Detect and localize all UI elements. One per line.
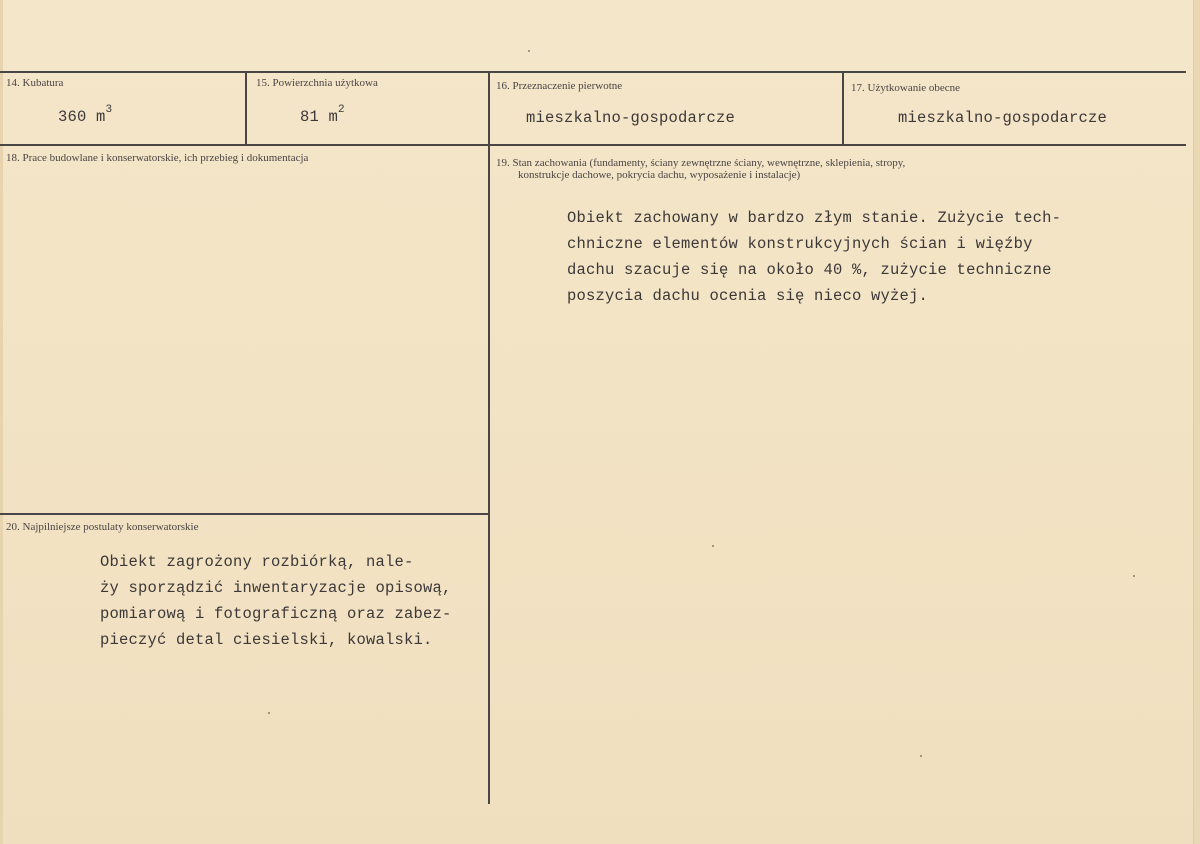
field-19-text-line: poszycia dachu ocenia się nieco wyżej. — [567, 287, 929, 305]
field-19-text-line: dachu szacuje się na około 40 %, zużycie techniczne — [567, 261, 1052, 279]
top-rule — [0, 71, 1186, 73]
field-20-text-line: ży sporządzić inwentaryzacje opisową, — [100, 579, 452, 597]
card-left-edge — [0, 0, 3, 844]
field-14-unit: m — [96, 108, 106, 127]
field-17-value: mieszkalno-gospodarcze — [898, 109, 1108, 127]
field-15-label: 15. Powierzchnia użytkowa — [256, 77, 378, 89]
field-20-text-line: Obiekt zagrożony rozbiórką, nale- — [100, 553, 414, 571]
row-rule — [0, 144, 1186, 146]
divider-16-17 — [842, 72, 844, 144]
field-15-exponent: 2 — [338, 104, 345, 116]
field-20-label: 20. Najpilniejsze postulaty konserwatorskie — [6, 521, 199, 533]
field-17-label: 17. Użytkowanie obecne — [851, 82, 961, 94]
paper-speck — [920, 755, 922, 757]
field-19-text-line: chniczne elementów konstrukcyjnych ścian i więźby — [567, 235, 1033, 253]
field-14-number: 360 — [58, 108, 87, 127]
field-20-text-line: pomiarową i fotograficzną oraz zabez- — [100, 605, 452, 623]
card-right-edge — [1193, 0, 1200, 844]
field-19-text — [567, 205, 1061, 309]
paper-speck — [528, 50, 530, 52]
field-19-label-line-2: konstrukcje dachowe, pokrycia dachu, wyposażenie i instalacje) — [518, 169, 801, 181]
field-14-value — [58, 104, 113, 127]
field-16-value: mieszkalno-gospodarcze — [526, 109, 736, 127]
field-20-text — [100, 549, 452, 653]
field-15-number: 81 — [300, 108, 320, 127]
field-20-text-line: pieczyć detal ciesielski, kowalski. — [100, 631, 433, 649]
field-18-label: 18. Prace budowlane i konserwatorskie, ich przebieg i dokumentacja — [6, 152, 309, 164]
section-20-rule — [0, 513, 490, 515]
field-15-value — [300, 104, 345, 127]
field-19-text-line: Obiekt zachowany w bardzo złym stanie. Zużycie tech- — [567, 209, 1062, 227]
paper-speck — [268, 712, 270, 714]
paper-speck — [712, 545, 714, 547]
divider-14-15 — [245, 72, 247, 144]
field-14-exponent: 3 — [105, 104, 113, 116]
field-14-label: 14. Kubatura — [6, 77, 64, 89]
field-15-unit: m — [328, 108, 339, 127]
field-16-label: 16. Przeznaczenie pierwotne — [496, 80, 623, 92]
paper-speck — [1133, 575, 1135, 577]
field-19-label-line-1: 19. Stan zachowania (fundamenty, ściany zewnętrzne ściany, wewnętrzne, sklepienia, stropy, — [496, 157, 906, 169]
main-column-divider — [488, 72, 490, 804]
